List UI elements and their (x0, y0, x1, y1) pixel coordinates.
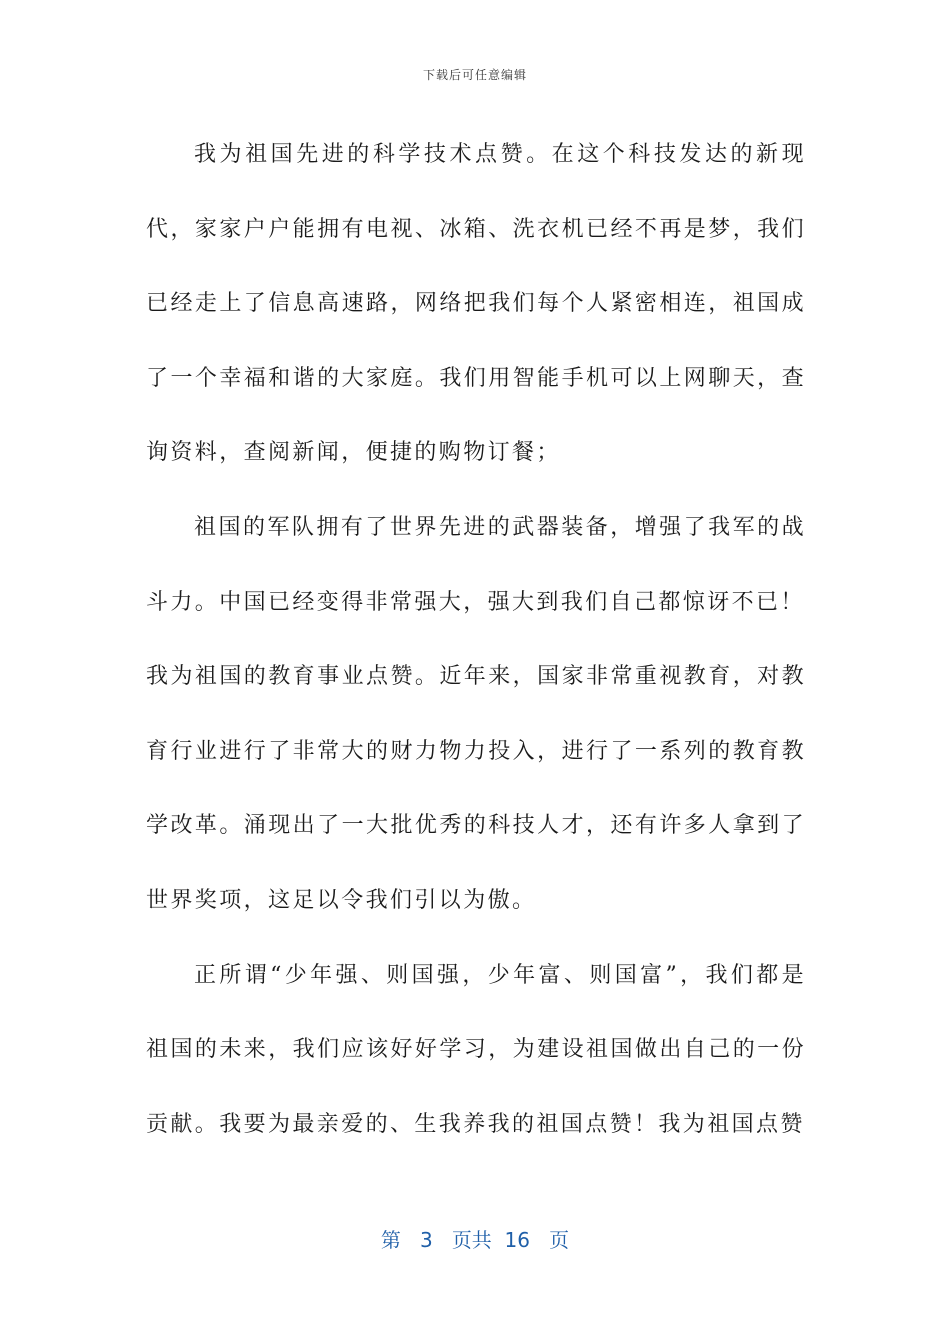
paragraph-education: 我为祖国的教育事业点赞。近年来，国家非常重视教育，对教育行业进行了非常大的财力物力投入，进行了一系列的教育教学改革。涌现出了一大批优秀的科技人才，还有许多人拿到了世界奖项，这足以令我们引以为傲。 (146, 664, 806, 913)
footer-prefix: 第 (380, 1228, 401, 1252)
footer-current-page: 3 (420, 1228, 433, 1252)
page-header: 下载后可任意编辑 (422, 68, 527, 82)
paragraph-science: 我为祖国先进的科学技术点赞。在这个科技发达的新现代，家家户户能拥有电视、冰箱、洗衣机已经不再是梦，我们已经走上了信息高速路，网络把我们每个人紧密相连，祖国成了一个幸福和谐的大家庭。我们用智能手机可以上网聊天，查询资料，查阅新闻，便捷的购物订餐； (146, 142, 806, 466)
footer-total-pages: 16 (504, 1228, 530, 1252)
page-footer (0, 1224, 950, 1253)
paragraph-military: 祖国的军队拥有了世界先进的武器装备，增强了我军的战斗力。中国已经变得非常强大，强大到我们自己都惊讶不已！ (146, 514, 806, 615)
document-body (146, 118, 806, 1162)
footer-middle: 页共 (451, 1228, 492, 1252)
footer-suffix: 页 (549, 1228, 570, 1252)
paragraph-youth: 正所谓“少年强、则国强，少年富、则国富”，我们都是祖国的未来，我们应该好好学习，为建设祖国做出自己的一份贡献。我要为最亲爱的、生我养我的祖国点赞！我为祖国点赞 (146, 962, 806, 1137)
